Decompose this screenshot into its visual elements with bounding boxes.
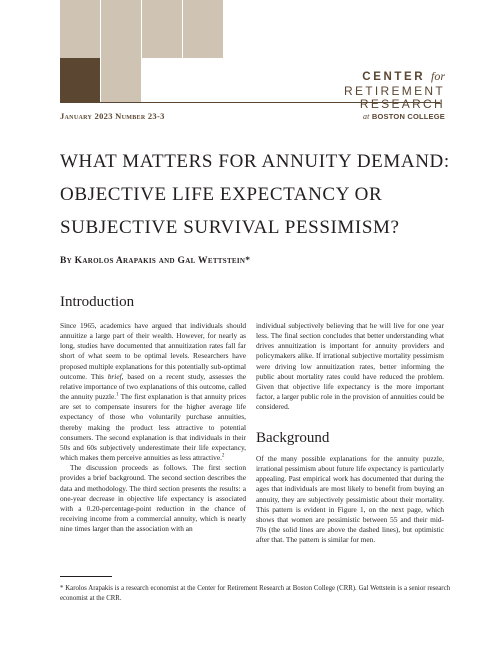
byline: By Karolos Arapakis and Gal Wettstein* xyxy=(60,256,251,266)
decor-square-4 xyxy=(183,0,223,58)
intro-paragraph-2: The discussion proceeds as follows. The first section provides a brief background. The second section describes the data and methodology. The third section presents the results: a one-year decrease in objective life expectancy is associated with a 0.20-percentage-point reduction in the chance of receiving income from a commercial annuity, which is nearly nine times larger than the association with an xyxy=(60,463,246,534)
introduction-heading: Introduction xyxy=(60,294,135,310)
logo-center: CENTER xyxy=(362,71,426,83)
logo-research: RESEARCH xyxy=(359,96,445,111)
intro-p1-text-a: Since 1965, academics have argued that individuals should annuitize a large part of their wealth. However, for nearly as long, studies have documented that annuitization rates fall far short of what seem to be optimal levels. Researchers have proposed multiple explanations for this potentially sub-optimal outcome. This xyxy=(60,321,246,381)
decor-square-dark xyxy=(60,58,100,102)
issue-number: January 2023 Number 23-3 xyxy=(60,111,165,121)
intro-paragraph-3: individual subjectively believing that he will live for one year less. The final section concludes that better understanding what drives annuitization is important for annuity providers and policymakers alike. If irrational subjective mortality pessimism were driving low annuitization rates, better informing the public about mortality rates could have reduced the problem. Given that objective life expectancy is the more important factor, a larger public role in the provision of annuities could be considered. xyxy=(256,321,444,412)
author-footnote: * Karolos Arapakis is a research economist at the Center for Retirement Research at Boston College (CRR). Gal Wettstein is a senior research economist at the CRR. xyxy=(60,585,450,602)
intro-p1-brief: brief xyxy=(107,371,122,381)
right-column xyxy=(256,321,444,412)
background-paragraph-1: Of the many possible explanations for the annuity puzzle, irrational pessimism about future life expectancy is particularly appealing. Past empirical work has documented that during the ages that individuals are most likely to benefit from buying an annuity, they are subjectively pessimistic about their mortality. This pattern is evident in Figure 1, on the next page, which shows that women are pessimistic between 55 and their mid-70s (the solid lines are above the dashed lines), but optimistic after that. The pattern is similar for men. xyxy=(256,454,444,545)
brief-title xyxy=(60,145,460,244)
decor-square-tan-lower xyxy=(101,58,141,102)
footnote-ref-2[interactable]: 2 xyxy=(221,453,225,459)
title-line-2: OBJECTIVE LIFE EXPECTANCY OR xyxy=(60,184,383,205)
intro-p1-text-b: , based on a recent study, assesses the relative importance of two explanations of this outcome, called the annuity puzzle. xyxy=(60,371,246,402)
footnote-rule xyxy=(60,576,112,577)
decor-square-1 xyxy=(60,0,100,58)
logo-at: at xyxy=(362,111,370,121)
logo-boston-college: BOSTON COLLEGE xyxy=(371,111,445,121)
intro-p1-text-c: The first explanation is that annuity prices are set to compensate insurers for the higher average life expectancy of those who voluntarily purchase annuities, thereby making the product less attractive to potential consumers. The second explanation is that individuals in their 50s and 60s subjectively underestimate their life expectancy, which makes them perceive annuities as less attractive. xyxy=(60,392,247,463)
background-text xyxy=(256,454,444,545)
footnote-ref-1[interactable]: 1 xyxy=(116,392,119,398)
intro-paragraph-1 xyxy=(60,321,246,463)
left-column xyxy=(60,321,246,534)
crr-logo xyxy=(325,70,445,121)
decor-square-2 xyxy=(101,0,141,58)
logo-for: for xyxy=(430,69,445,83)
title-line-1: WHAT MATTERS FOR ANNUITY DEMAND: xyxy=(60,151,450,172)
logo-retirement: RETIREMENT xyxy=(344,83,445,98)
title-line-3: SUBJECTIVE SURVIVAL PESSIMISM? xyxy=(60,217,400,238)
decor-square-3 xyxy=(142,0,182,58)
background-heading: Background xyxy=(256,430,330,446)
